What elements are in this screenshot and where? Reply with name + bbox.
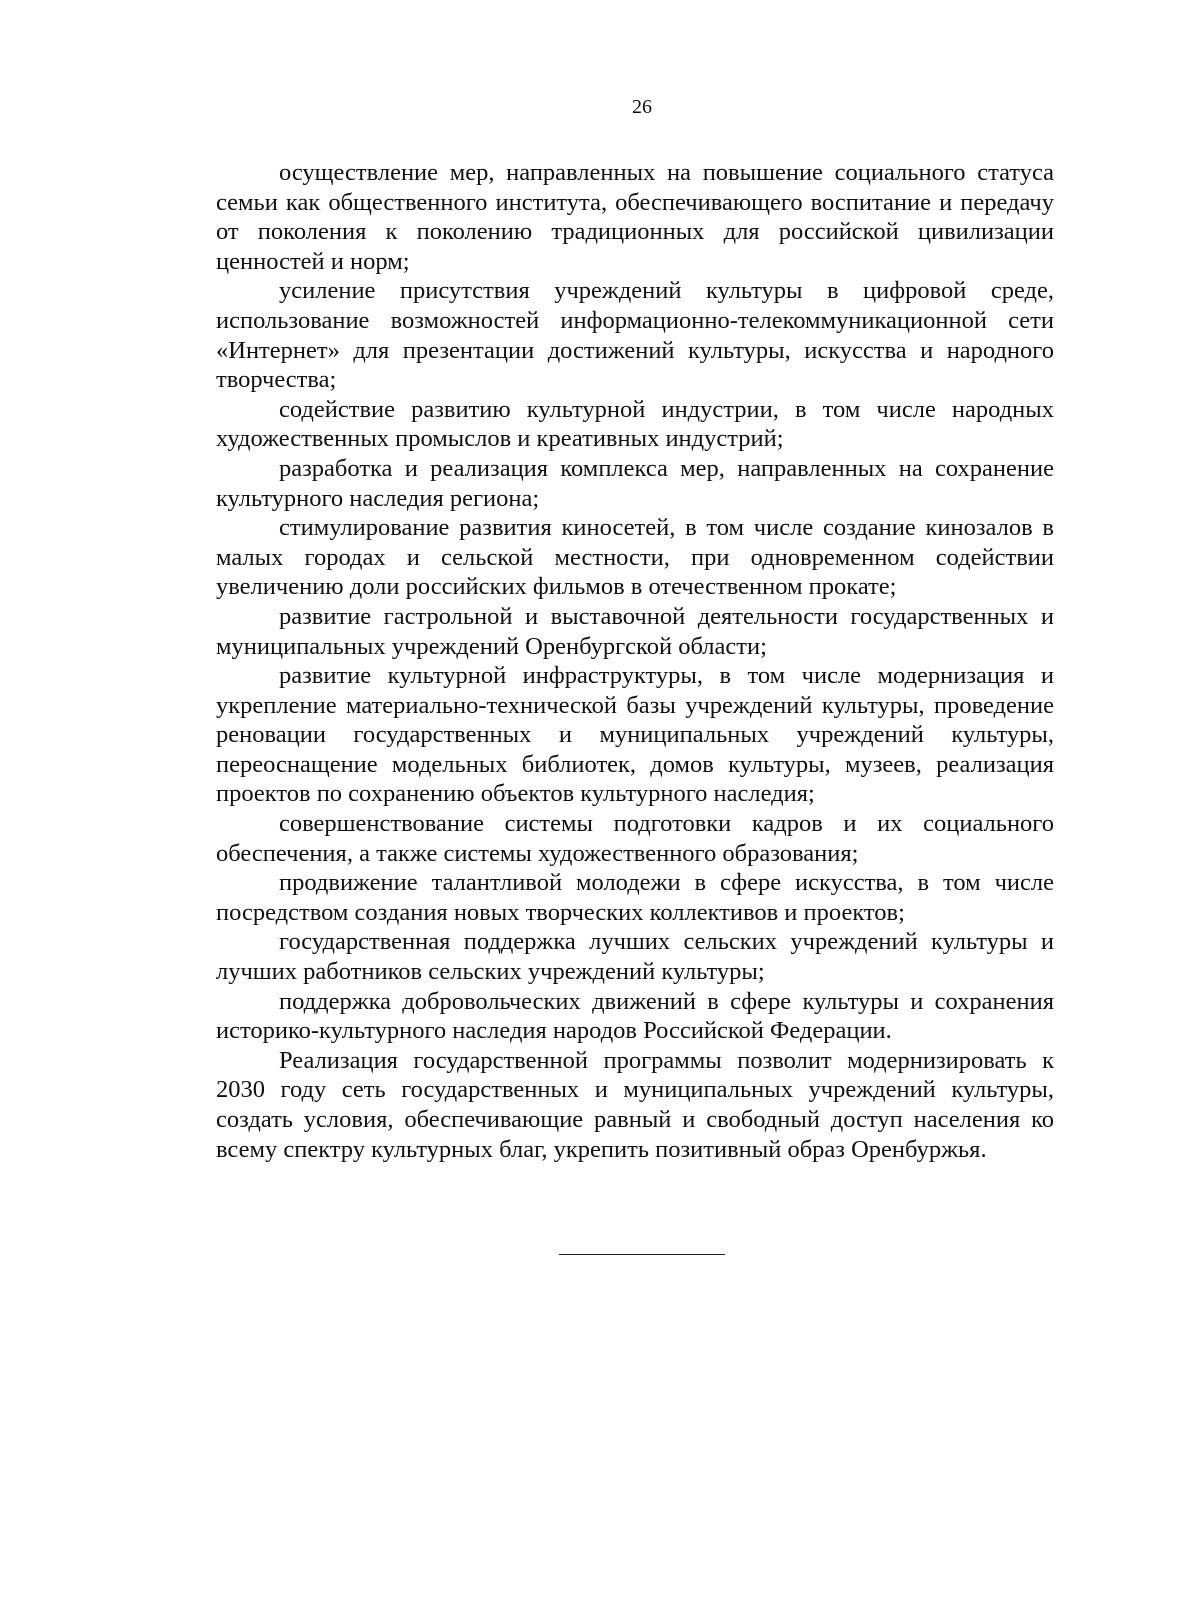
paragraph-program-outcome: Реализация государственной программы позволит модернизировать к 2030 году сеть государственных и муниципальных учреждений культуры, создать условия, обеспечивающие равный и свободный доступ населения ко всему спектру культурных благ, укрепить позитивный образ Оренбуржья.	[216, 1046, 1054, 1163]
paragraph-digital-presence: усиление присутствия учреждений культуры в цифровой среде, использование возможностей информационно-телекоммуникационной сети «Интернет» для презентации достижений культуры, искусства и народного творчества;	[216, 277, 1054, 394]
paragraph-cultural-industry: содействие развитию культурной индустрии, в том числе народных художественных промыслов и креативных индустрий;	[216, 395, 1054, 453]
end-of-document-rule	[559, 1254, 725, 1255]
paragraph-cinema-networks: стимулирование развития киносетей, в том числе создание кинозалов в малых городах и сельской местности, при одновременном содействии увеличению доли российских фильмов в отечественном прокате;	[216, 514, 1054, 601]
paragraph-heritage-measures: разработка и реализация комплекса мер, направленных на сохранение культурного наследия региона;	[216, 454, 1054, 512]
paragraph-family-status: осуществление мер, направленных на повышение социального статуса семьи как общественного института, обеспечивающего воспитание и передачу от поколения к поколению традиционных для российской цивилизации ценностей и норм;	[216, 159, 1054, 275]
paragraph-youth-talent: продвижение талантливой молодежи в сфере искусства, в том числе посредством создания новых творческих коллективов и проектов;	[216, 869, 1054, 926]
paragraph-infrastructure: развитие культурной инфраструктуры, в том числе модернизация и укрепление материально-технической базы учреждений культуры, проведение реновации государственных и муниципальных учреждений культуры, переоснащение модельных библиотек, домов культуры, музеев, реализация проектов по сохранению объектов культурного наследия;	[216, 662, 1054, 808]
paragraph-rural-support: государственная поддержка лучших сельских учреждений культуры и лучших работников сельских учреждений культуры;	[216, 928, 1054, 986]
paragraph-personnel-training: совершенствование системы подготовки кадров и их социального обеспечения, а также системы художественного образования;	[216, 810, 1054, 867]
page-number: 26	[632, 96, 652, 118]
paragraph-volunteer-movements: поддержка добровольческих движений в сфере культуры и сохранения историко-культурного наследия народов Российской Федерации.	[216, 987, 1054, 1045]
document-body	[216, 158, 1054, 1164]
paragraph-touring-exhibitions: развитие гастрольной и выставочной деятельности государственных и муниципальных учреждений Оренбургской области;	[216, 602, 1054, 660]
